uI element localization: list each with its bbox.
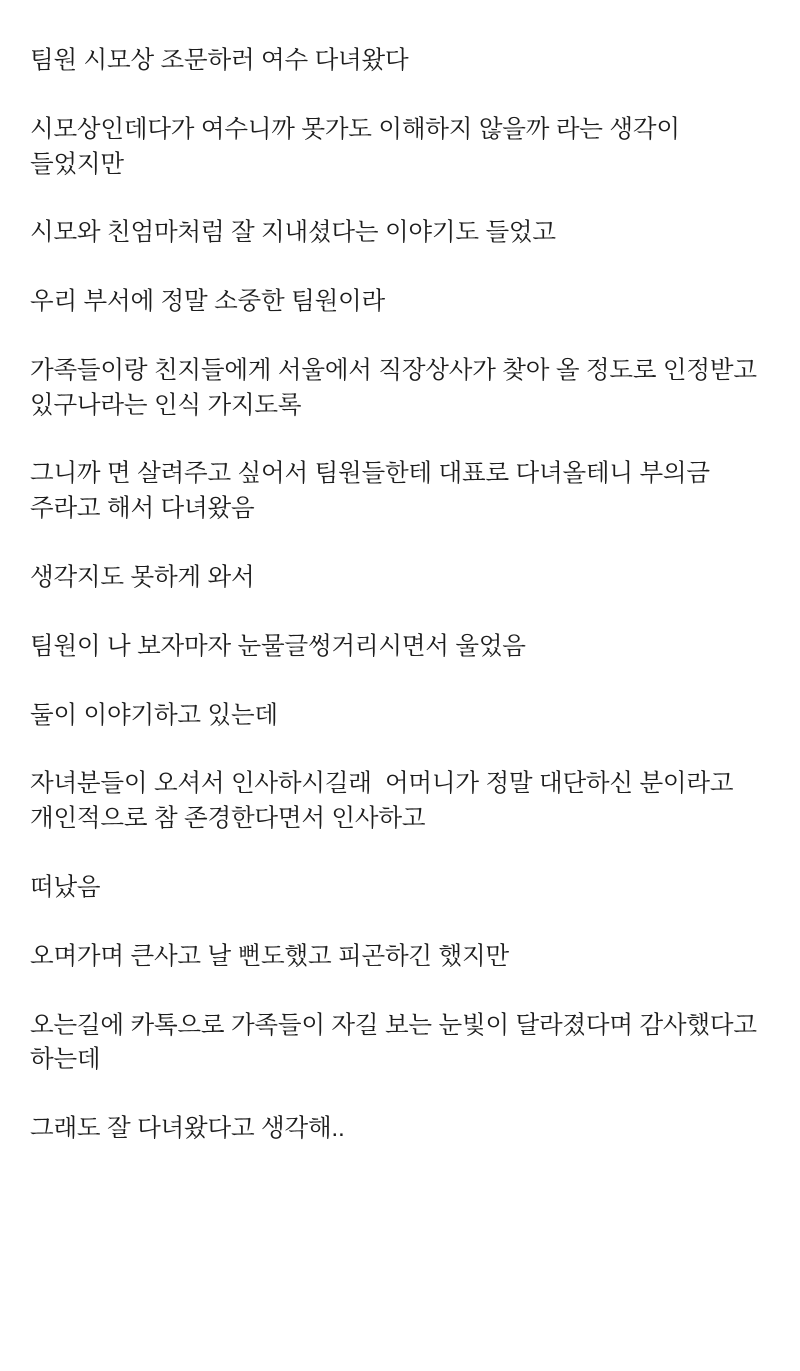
paragraph: 자녀분들이 오셔서 인사하시길래 어머니가 정말 대단하신 분이라고 개인적으로 참 존경한다면서 인사하고 xyxy=(30,770,740,833)
paragraph: 그니까 면 살려주고 싶어서 팀원들한테 대표로 다녀올테니 부의금 주라고 해서 다녀왔음 xyxy=(30,460,717,523)
paragraph: 떠났음 xyxy=(30,873,101,901)
paragraph: 시모상인데다가 여수니까 못가도 이해하지 않을까 라는 생각이 들었지만 xyxy=(30,115,687,178)
paragraph: 가족들이랑 친지들에게 서울에서 직장상사가 찾아 올 정도로 인정받고 있구나라는 인식 가지도록 xyxy=(30,356,764,419)
paragraph: 팀원 시모상 조문하러 여수 다녀왔다 xyxy=(30,47,409,74)
paragraph: 둘이 이야기하고 있는데 xyxy=(30,701,278,729)
paragraph: 오며가며 큰사고 날 뻔도했고 피곤하긴 했지만 xyxy=(30,942,509,970)
paragraph: 오는길에 카톡으로 가족들이 자길 보는 눈빛이 달라졌다며 감사했다고 하는데 xyxy=(30,1011,764,1074)
paragraph: 시모와 친엄마처럼 잘 지내셨다는 이야기도 들었고 xyxy=(30,219,556,247)
paragraph: 우리 부서에 정말 소중한 팀원이라 xyxy=(30,288,385,316)
paragraph: 팀원이 나 보자마자 눈물글썽거리시면서 울었음 xyxy=(30,632,526,660)
paragraph: 생각지도 못하게 와서 xyxy=(30,564,255,592)
post-body xyxy=(30,44,770,1147)
paragraph: 그래도 잘 다녀왔다고 생각해.. xyxy=(30,1115,345,1143)
